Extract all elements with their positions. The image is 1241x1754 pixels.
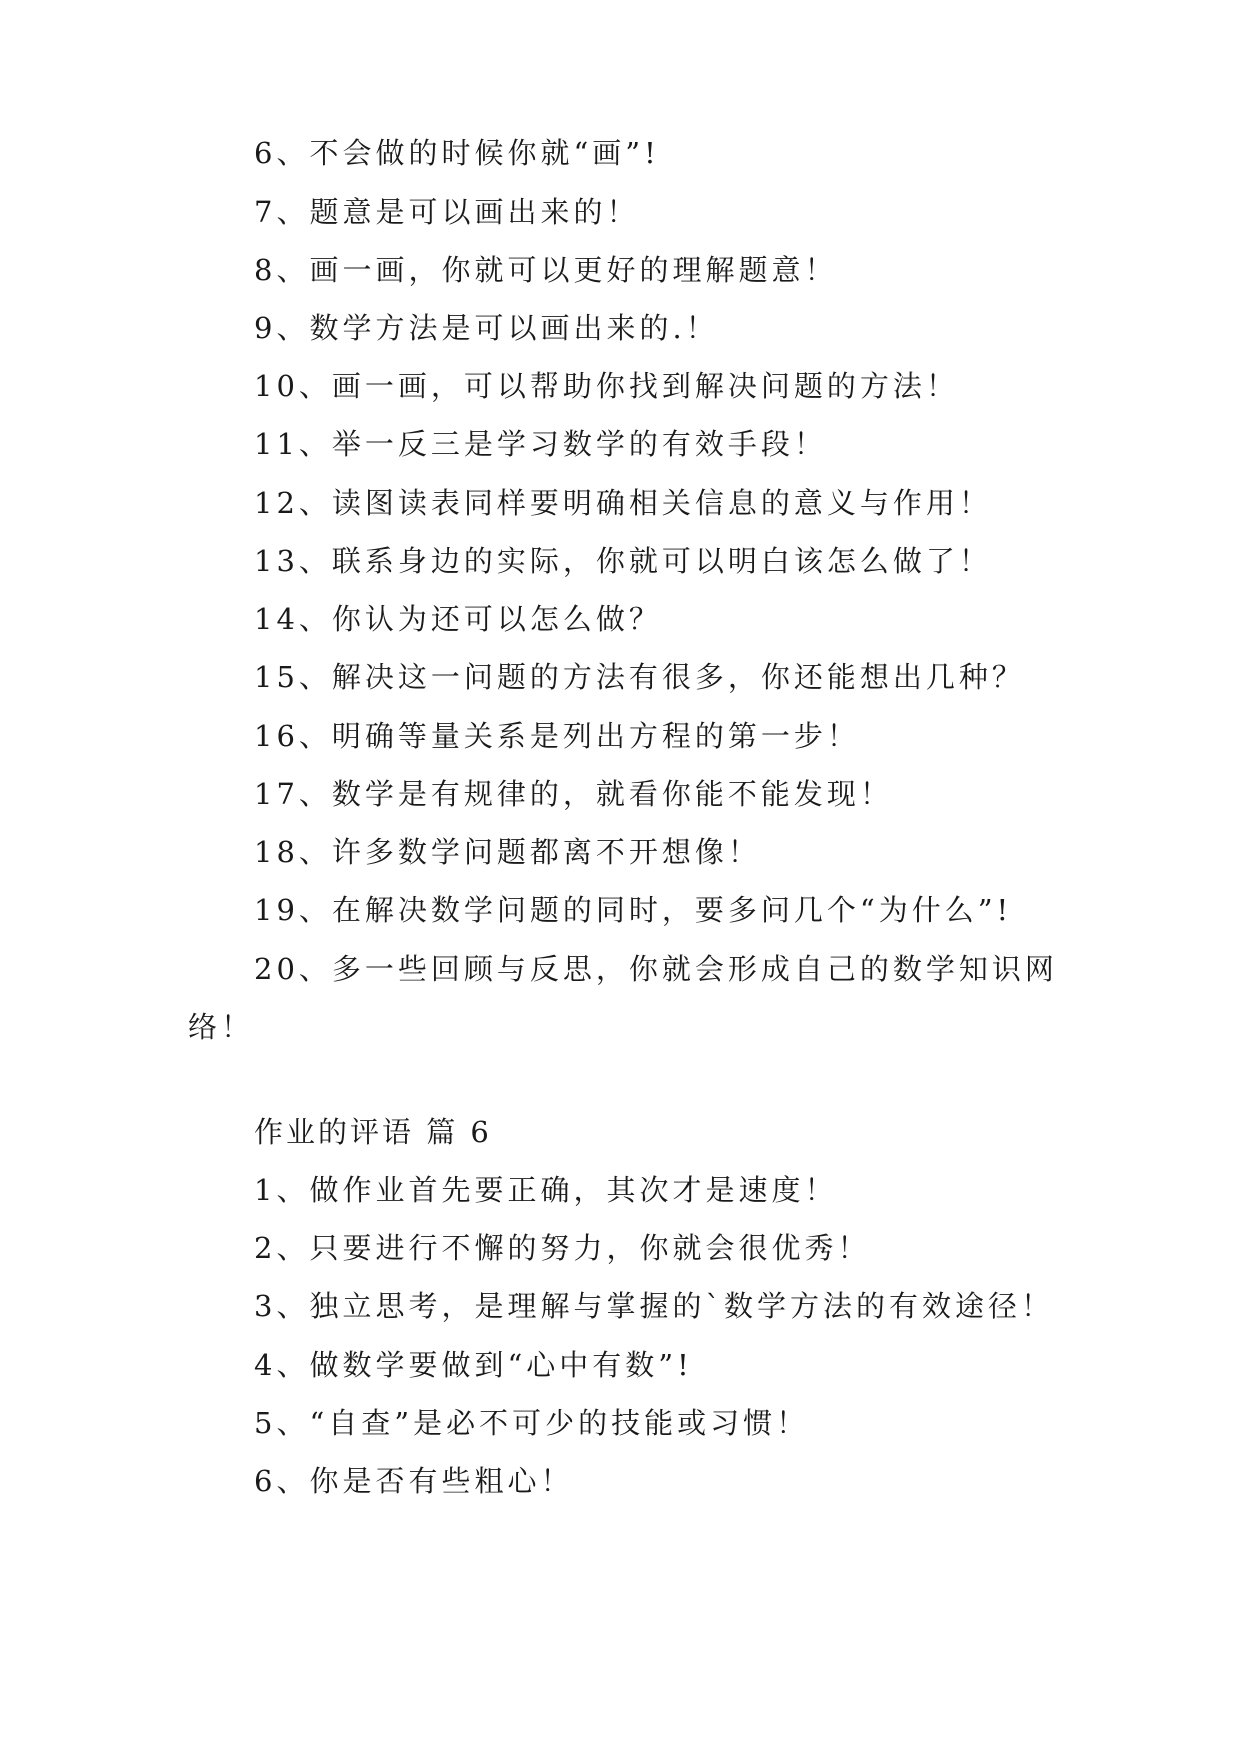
comment-line: 11、举一反三是学习数学的有效手段！	[254, 427, 827, 461]
comment-line: 16、明确等量关系是列出方程的第一步！	[254, 719, 860, 753]
comment-line: 1、做作业首先要正确，其次才是速度！	[254, 1173, 838, 1207]
comment-line: 6、不会做的时候你就“画”!	[254, 136, 660, 170]
comment-line: 8、画一画，你就可以更好的理解题意！	[254, 253, 838, 287]
comment-line: 18、许多数学问题都离不开想像！	[254, 835, 761, 869]
comment-line: 19、在解决数学问题的同时，要多问几个“为什么”!	[254, 893, 1013, 927]
comment-line: 14、你认为还可以怎么做？	[254, 602, 662, 636]
section-heading: 作业的评语 篇 6	[254, 1115, 492, 1149]
comment-line: 20、多一些回顾与反思，你就会形成自己的数学知识网	[254, 952, 1058, 986]
comment-line: 15、解决这一问题的方法有很多，你还能想出几种？	[254, 660, 1025, 694]
comment-line: 6、你是否有些粗心！	[254, 1464, 574, 1498]
comment-line: 3、独立思考，是理解与掌握的`数学方法的有效途径！	[254, 1289, 1054, 1323]
comment-line: 7、题意是可以画出来的！	[254, 195, 640, 229]
comment-line: 2、只要进行不懈的努力，你就会很优秀！	[254, 1231, 871, 1265]
comment-line: 4、做数学要做到“心中有数”!	[254, 1348, 693, 1382]
comment-line: 13、联系身边的实际，你就可以明白该怎么做了！	[254, 544, 992, 578]
comment-line-continuation: 络！	[188, 1010, 255, 1044]
comment-line: 9、数学方法是可以画出来的.！	[254, 311, 719, 345]
comment-line: 5、“自查”是必不可少的技能或习惯！	[254, 1406, 810, 1440]
comment-line: 10、画一画，可以帮助你找到解决问题的方法！	[254, 369, 959, 403]
comment-line: 17、数学是有规律的，就看你能不能发现！	[254, 777, 893, 811]
comment-line: 12、读图读表同样要明确相关信息的意义与作用！	[254, 486, 992, 520]
